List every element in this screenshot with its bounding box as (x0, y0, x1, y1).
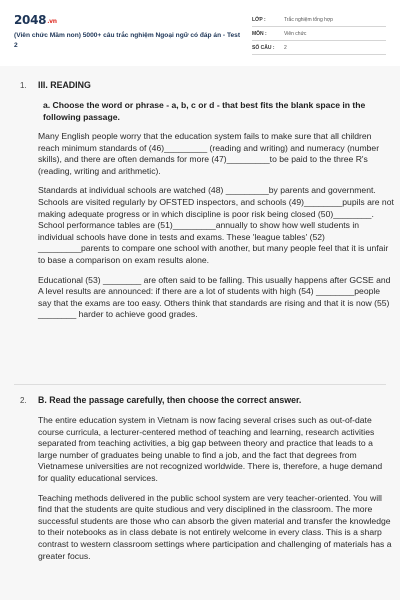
meta-label: LỚP : (252, 17, 266, 23)
meta-value: Trắc nghiệm tổng hợp (284, 17, 333, 23)
document-title: (Viên chức Mầm non) 5000+ câu trắc nghiệm Ngoại ngữ có đáp án - Test 2 (14, 32, 241, 49)
question-heading: B. Read the passage carefully, then choose the correct answer. (38, 395, 302, 405)
meta-row-subject (252, 27, 386, 41)
document-meta (252, 13, 386, 55)
meta-label: SỐ CÂU : (252, 45, 275, 51)
passage-paragraph: Many English people worry that the education system fails to make sure that all children reach minimum standards of (46)_________ (reading and writing) and numeracy (number skills), and there are often demands for more (47)_________to be paid to the three R's (reading, writing and arithmetic). (38, 131, 380, 176)
questions-area (0, 66, 400, 600)
logo-text: 2048 (14, 13, 47, 27)
meta-row-class (252, 13, 386, 27)
question-body (38, 415, 394, 570)
question-number: 2. (20, 396, 27, 405)
passage-paragraph: The entire education system in Vietnam is now facing several crises such as out-of-date course curricula, a lecturer-centered method of teaching and learning, research activities separated from teaching activities, a big gap between theory and practice that leads to a large number of graduates being unable to find a job, and the fact that degrees from Vietnamese universities are not recognized worldwide. There is, therefore, a huge demand for quality educational services. (38, 415, 383, 483)
meta-label: MÔN : (252, 31, 267, 37)
passage-paragraph: Standards at individual schools are watched (48) _________by parents and government. Schools are visited regularly by OFSTED inspectors, and schools (49)________pupils are not making adequate progress or in which discipline is poor risk being closed (50)________. School performance tables are (51)_________annually to show how well students in individual schools have done in tests and exams. These 'league tables' (52) _________parents to compare one school with another, but many people feel that it is unfair to base a comparison on exam results alone. (38, 185, 394, 265)
question-heading: III. READING (38, 80, 91, 90)
question-number: 1. (20, 81, 27, 90)
question-instruction: a. Choose the word or phrase - a, b, c or d - that best fits the blank space in the following passage. (43, 100, 366, 122)
question-body (38, 99, 394, 329)
meta-value: Viên chức (284, 31, 307, 37)
passage-paragraph: Teaching methods delivered in the public school system are very teacher-oriented. You will find that the students are quite studious and very disciplined in the classroom. The more successful students are those who can absorb the given material and transfer the knowledge to their notebooks as in class debate is not entirely welcome in every class. This is a sharp contrast to western classroom settings where participation and challenging of materials has a greater focus. (38, 492, 392, 561)
meta-row-count (252, 41, 386, 55)
page-header (0, 0, 400, 62)
logo-suffix: .vn (47, 18, 57, 25)
site-logo[interactable] (14, 13, 57, 27)
question-divider (14, 384, 386, 385)
passage-paragraph: Educational (53) ________ are often said to be falling. This usually happens after GCSE and A level results are announced: if there are a lot of students with high (54) ________people say that the exams are too easy. Others think that standards are rising and that it is now (55) ________ harder to achieve good grades. (38, 274, 391, 320)
meta-value: 2 (284, 45, 287, 51)
